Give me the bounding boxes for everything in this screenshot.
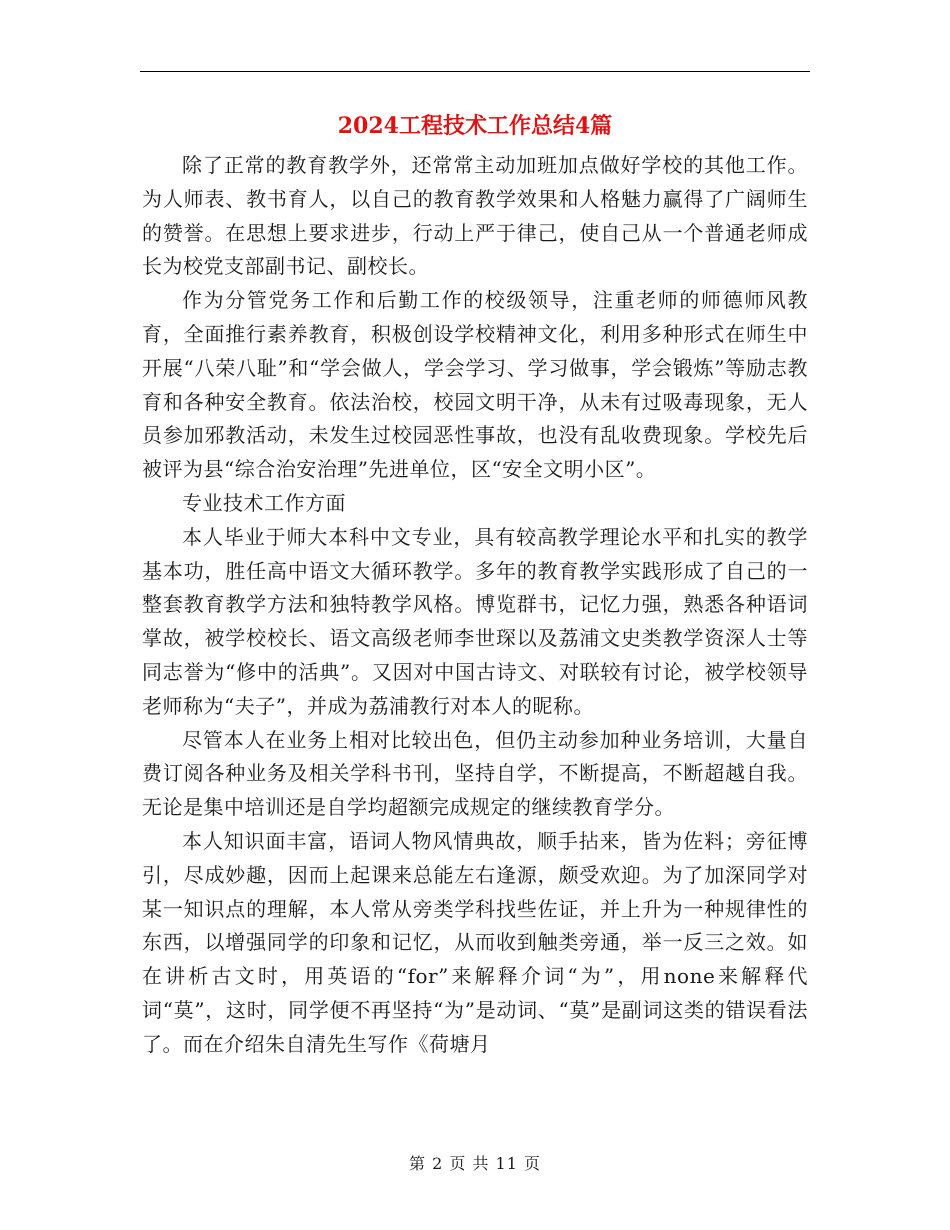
page-footer <box>0 1152 950 1176</box>
body-paragraph: 尽管本人在业务上相对比较出色，但仍主动参加种业务培训，大量自费订阅各种业务及相关学科书刊，坚持自学，不断提高，不断超越自我。无论是集中培训还是自学均超额完成规定的继续教育学分。 <box>142 727 808 820</box>
footer-page-number: 2 <box>432 1154 444 1173</box>
footer-middle: 页 共 <box>449 1154 490 1173</box>
footer-total-pages: 11 <box>495 1154 518 1173</box>
document-title: 2024工程技术工作总结4篇 <box>337 113 613 139</box>
document-body <box>142 149 808 1062</box>
body-paragraph: 除了正常的教育教学外，还常常主动加班加点做好学校的其他工作。为人师表、教书育人，以自己的教育教学效果和人格魅力赢得了广阔师生的赞誉。在思想上要求进步，行动上严于律己，使自己从一个普通老师成长为校党支部副书记、副校长。 <box>142 153 808 279</box>
header-rule <box>140 71 810 72</box>
section-heading: 专业技术工作方面 <box>182 490 346 515</box>
footer-suffix: 页 <box>524 1154 542 1173</box>
body-paragraph: 本人知识面丰富，语词人物风情典故，顺手拈来，皆为佐料；旁征博引，尽成妙趣，因而上起课来总能左右逢源，颇受欢迎。为了加深同学对某一知识点的理解，本人常从旁类学科找些佐证，并上升为一种规律性的东西，以增强同学的印象和记忆，从而收到触类旁通，举一反三之效。如在讲析古文时，用英语的“for”来解释介词“为”，用none来解释代词“莫”，这时，同学便不再坚持“为”是动词、“莫”是副词这类的错误看法了。而在介绍朱自清先生写作《荷塘月 <box>142 828 808 1056</box>
body-paragraph: 作为分管党务工作和后勤工作的校级领导，注重老师的师德师风教育，全面推行素养教育，积极创设学校精神文化，利用多种形式在师生中开展“八荣八耻”和“学会做人，学会学习、学习做事，学会锻炼”等励志教育和各种安全教育。依法治校，校园文明干净，从未有过吸毒现象，无人员参加邪教活动，未发生过校园恶性事故，也没有乱收费现象。学校先后被评为县“综合治安治理”先进单位，区“安全文明小区”。 <box>142 288 808 482</box>
body-paragraph: 本人毕业于师大本科中文专业，具有较高教学理论水平和扎实的教学基本功，胜任高中语文大循环教学。多年的教育教学实践形成了自己的一整套教育教学方法和独特教学风格。博览群书，记忆力强，熟悉各种语词掌故，被学校校长、语文高级老师李世琛以及荔浦文史类教学资深人士等同志誉为“修中的活典”。又因对中国古诗文、对联较有讨论，被学校领导老师称为“夫子”，并成为荔浦教行对本人的昵称。 <box>142 524 808 718</box>
footer-prefix: 第 <box>408 1154 426 1173</box>
